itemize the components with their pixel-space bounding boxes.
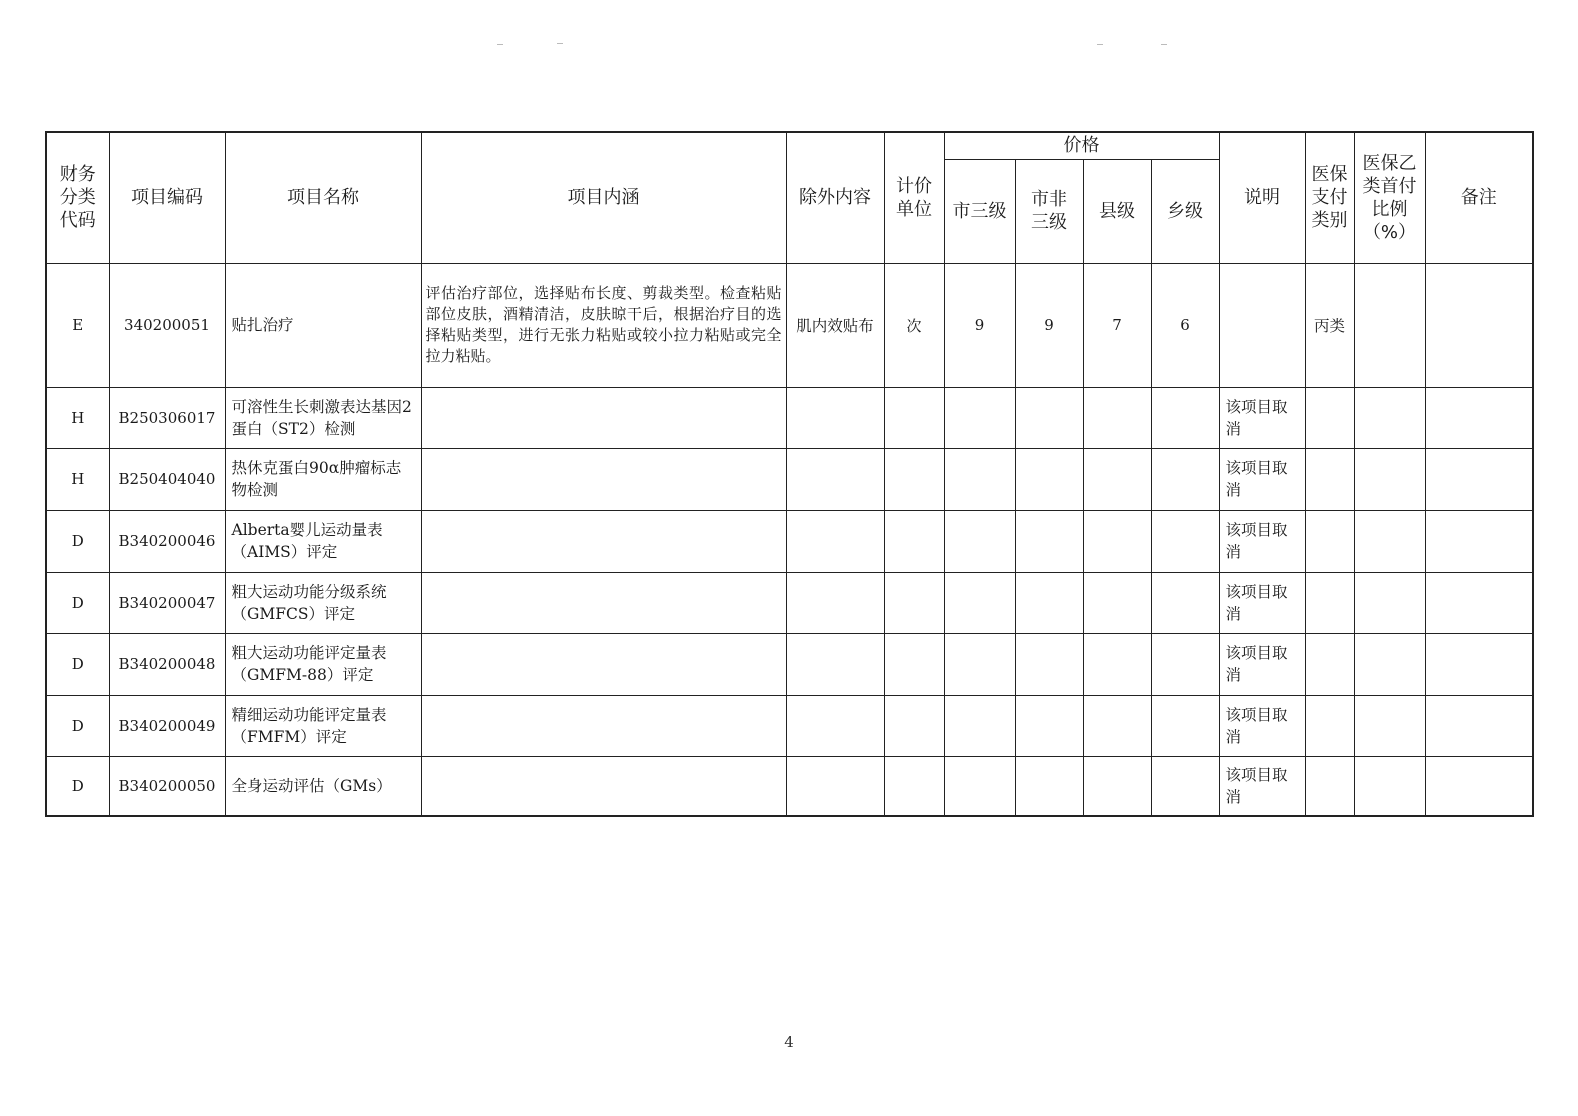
cell-notes bbox=[1425, 695, 1533, 756]
cell-insurance bbox=[1305, 510, 1354, 572]
cell-excluded bbox=[786, 633, 884, 695]
header-item-content: 项目内涵 bbox=[421, 132, 786, 263]
header-category-code: 财务分类代码 bbox=[46, 132, 109, 263]
cell-category: H bbox=[46, 448, 109, 510]
cell-name: 热休克蛋白90α肿瘤标志物检测 bbox=[225, 448, 421, 510]
cell-content bbox=[421, 510, 786, 572]
cell-price-city3 bbox=[944, 633, 1015, 695]
cell-name: 全身运动评估（GMs） bbox=[225, 756, 421, 816]
cell-copay bbox=[1354, 510, 1425, 572]
cell-notes bbox=[1425, 756, 1533, 816]
cell-price-city3 bbox=[944, 695, 1015, 756]
header-copay-ratio: 医保乙类首付比例（%） bbox=[1354, 132, 1425, 263]
table-body bbox=[46, 263, 1533, 816]
cell-content bbox=[421, 695, 786, 756]
header-remark: 说明 bbox=[1219, 132, 1305, 263]
cell-price-city3 bbox=[944, 448, 1015, 510]
cell-price-township: 6 bbox=[1151, 263, 1219, 387]
cell-excluded bbox=[786, 695, 884, 756]
table-row bbox=[46, 387, 1533, 448]
cell-remark: 该项目取消 bbox=[1219, 695, 1305, 756]
cell-price-township bbox=[1151, 387, 1219, 448]
cell-price-city-non3 bbox=[1015, 756, 1083, 816]
price-table bbox=[45, 131, 1534, 817]
cell-price-township bbox=[1151, 572, 1219, 633]
cell-name: 精细运动功能评定量表（FMFM）评定 bbox=[225, 695, 421, 756]
cell-remark: 该项目取消 bbox=[1219, 510, 1305, 572]
cell-code: B250404040 bbox=[109, 448, 225, 510]
cell-content bbox=[421, 633, 786, 695]
table-header bbox=[46, 132, 1533, 263]
cell-unit bbox=[884, 448, 944, 510]
cell-name: 贴扎治疗 bbox=[225, 263, 421, 387]
cell-insurance bbox=[1305, 633, 1354, 695]
cell-price-township bbox=[1151, 756, 1219, 816]
cell-price-city3 bbox=[944, 572, 1015, 633]
cell-price-city-non3: 9 bbox=[1015, 263, 1083, 387]
cell-price-county bbox=[1083, 633, 1151, 695]
cell-name: 可溶性生长刺激表达基因2蛋白（ST2）检测 bbox=[225, 387, 421, 448]
cell-insurance bbox=[1305, 756, 1354, 816]
cell-category: D bbox=[46, 633, 109, 695]
page-number: 4 bbox=[784, 1033, 794, 1051]
table-row bbox=[46, 448, 1533, 510]
cell-copay bbox=[1354, 756, 1425, 816]
cell-excluded bbox=[786, 510, 884, 572]
cell-price-county bbox=[1083, 510, 1151, 572]
cell-notes bbox=[1425, 387, 1533, 448]
header-unit: 计价单位 bbox=[884, 132, 944, 263]
cell-remark bbox=[1219, 263, 1305, 387]
header-item-name: 项目名称 bbox=[225, 132, 421, 263]
cell-price-city3 bbox=[944, 756, 1015, 816]
cell-notes bbox=[1425, 633, 1533, 695]
scan-speck bbox=[557, 43, 563, 44]
cell-category: D bbox=[46, 695, 109, 756]
cell-unit bbox=[884, 756, 944, 816]
cell-excluded: 肌内效贴布 bbox=[786, 263, 884, 387]
cell-price-city-non3 bbox=[1015, 633, 1083, 695]
cell-copay bbox=[1354, 633, 1425, 695]
cell-content: 评估治疗部位，选择贴布长度、剪裁类型。检查粘贴部位皮肤，酒精清洁，皮肤晾干后，根据治疗目的选择粘贴类型，进行无张力粘贴或较小拉力粘贴或完全拉力粘贴。 bbox=[421, 263, 786, 387]
cell-copay bbox=[1354, 572, 1425, 633]
cell-insurance bbox=[1305, 572, 1354, 633]
cell-insurance: 丙类 bbox=[1305, 263, 1354, 387]
cell-insurance bbox=[1305, 695, 1354, 756]
cell-price-city-non3 bbox=[1015, 387, 1083, 448]
scan-speck bbox=[497, 44, 503, 45]
cell-insurance bbox=[1305, 387, 1354, 448]
header-county: 县级 bbox=[1083, 159, 1151, 263]
cell-remark: 该项目取消 bbox=[1219, 633, 1305, 695]
header-city-tier3: 市三级 bbox=[944, 159, 1015, 263]
cell-code: 340200051 bbox=[109, 263, 225, 387]
cell-price-city-non3 bbox=[1015, 695, 1083, 756]
cell-copay bbox=[1354, 263, 1425, 387]
cell-content bbox=[421, 387, 786, 448]
cell-unit bbox=[884, 510, 944, 572]
cell-price-county: 7 bbox=[1083, 263, 1151, 387]
cell-unit bbox=[884, 633, 944, 695]
cell-price-county bbox=[1083, 572, 1151, 633]
table-row bbox=[46, 695, 1533, 756]
cell-notes bbox=[1425, 263, 1533, 387]
cell-excluded bbox=[786, 572, 884, 633]
table-row bbox=[46, 263, 1533, 387]
table-row bbox=[46, 756, 1533, 816]
cell-name: 粗大运动功能评定量表（GMFM-88）评定 bbox=[225, 633, 421, 695]
cell-excluded bbox=[786, 756, 884, 816]
table-row bbox=[46, 633, 1533, 695]
header-item-code: 项目编码 bbox=[109, 132, 225, 263]
cell-content bbox=[421, 756, 786, 816]
cell-content bbox=[421, 448, 786, 510]
cell-category: H bbox=[46, 387, 109, 448]
cell-category: D bbox=[46, 756, 109, 816]
cell-copay bbox=[1354, 387, 1425, 448]
cell-unit: 次 bbox=[884, 263, 944, 387]
cell-price-city-non3 bbox=[1015, 572, 1083, 633]
cell-price-township bbox=[1151, 633, 1219, 695]
cell-name: 粗大运动功能分级系统（GMFCS）评定 bbox=[225, 572, 421, 633]
cell-notes bbox=[1425, 572, 1533, 633]
cell-insurance bbox=[1305, 448, 1354, 510]
cell-name: Alberta婴儿运动量表（AIMS）评定 bbox=[225, 510, 421, 572]
table-row bbox=[46, 510, 1533, 572]
cell-remark: 该项目取消 bbox=[1219, 448, 1305, 510]
cell-code: B340200047 bbox=[109, 572, 225, 633]
cell-price-county bbox=[1083, 387, 1151, 448]
cell-code: B340200049 bbox=[109, 695, 225, 756]
cell-category: D bbox=[46, 510, 109, 572]
cell-remark: 该项目取消 bbox=[1219, 756, 1305, 816]
cell-excluded bbox=[786, 448, 884, 510]
header-city-non-tier3: 市非三级 bbox=[1015, 159, 1083, 263]
cell-price-city3 bbox=[944, 387, 1015, 448]
cell-code: B340200050 bbox=[109, 756, 225, 816]
cell-copay bbox=[1354, 448, 1425, 510]
header-price: 价格 bbox=[944, 132, 1219, 159]
cell-price-county bbox=[1083, 448, 1151, 510]
header-insurance-type: 医保支付类别 bbox=[1305, 132, 1354, 263]
cell-excluded bbox=[786, 387, 884, 448]
cell-remark: 该项目取消 bbox=[1219, 387, 1305, 448]
table-row bbox=[46, 572, 1533, 633]
cell-category: E bbox=[46, 263, 109, 387]
cell-notes bbox=[1425, 448, 1533, 510]
cell-price-city-non3 bbox=[1015, 510, 1083, 572]
header-excluded: 除外内容 bbox=[786, 132, 884, 263]
cell-price-city3: 9 bbox=[944, 263, 1015, 387]
cell-unit bbox=[884, 387, 944, 448]
cell-code: B250306017 bbox=[109, 387, 225, 448]
cell-notes bbox=[1425, 510, 1533, 572]
cell-code: B340200046 bbox=[109, 510, 225, 572]
cell-price-city-non3 bbox=[1015, 448, 1083, 510]
cell-remark: 该项目取消 bbox=[1219, 572, 1305, 633]
cell-copay bbox=[1354, 695, 1425, 756]
cell-price-county bbox=[1083, 695, 1151, 756]
header-township: 乡级 bbox=[1151, 159, 1219, 263]
cell-category: D bbox=[46, 572, 109, 633]
scan-speck bbox=[1097, 44, 1103, 45]
cell-price-county bbox=[1083, 756, 1151, 816]
cell-code: B340200048 bbox=[109, 633, 225, 695]
cell-price-township bbox=[1151, 448, 1219, 510]
cell-price-city3 bbox=[944, 510, 1015, 572]
header-notes: 备注 bbox=[1425, 132, 1533, 263]
cell-unit bbox=[884, 572, 944, 633]
cell-price-township bbox=[1151, 695, 1219, 756]
cell-unit bbox=[884, 695, 944, 756]
cell-content bbox=[421, 572, 786, 633]
scan-speck bbox=[1161, 44, 1167, 45]
cell-price-township bbox=[1151, 510, 1219, 572]
